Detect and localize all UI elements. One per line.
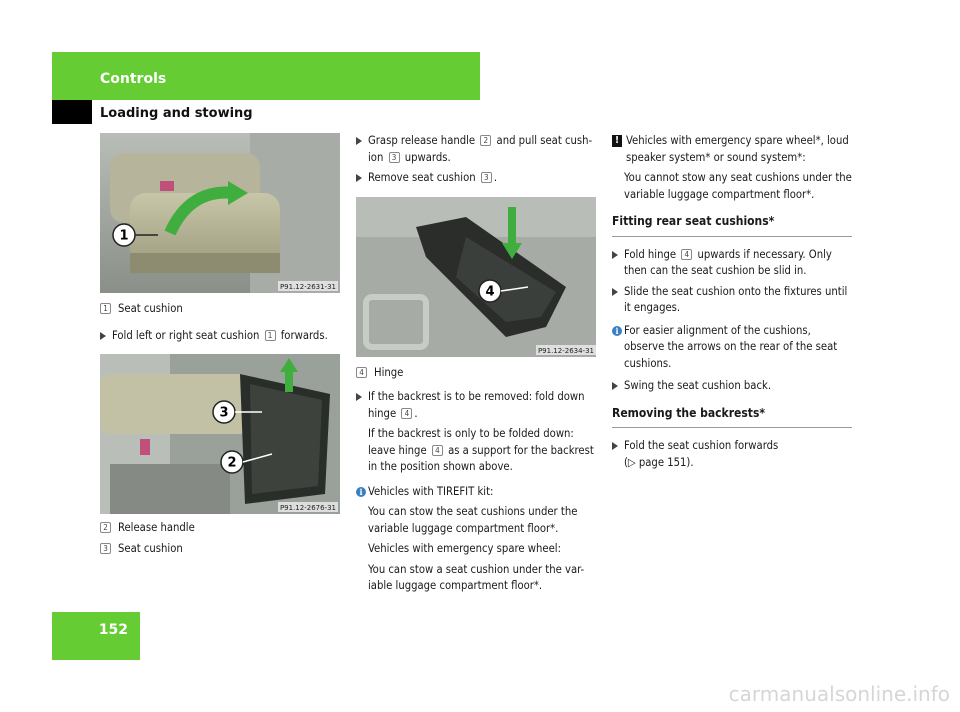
legend-2-num: 2: [100, 522, 111, 533]
step-swing-back: [612, 378, 852, 395]
photo3-callout: 4: [485, 284, 495, 299]
arrow-icon: [612, 251, 618, 259]
info-tirefit-p2: Vehicles with emergency spare wheel:: [368, 542, 561, 555]
step-fold-seat-pre: Fold left or right seat cushion: [112, 328, 260, 342]
page-reference-link[interactable]: (▷ page 151).: [624, 455, 694, 469]
photo1-code: P91.12-2631-31: [279, 283, 336, 291]
step-backrest-folded-pre: If the backrest is only to be folded down: leave hinge: [368, 427, 574, 457]
legend-2: [100, 520, 340, 537]
step-backrest-post: .: [414, 406, 418, 420]
watermark: carmanualsonline.info: [728, 682, 950, 706]
step-fold-hinge-pre: Fold hinge: [624, 247, 677, 261]
photo3-code: P91.12-2634-31: [537, 346, 594, 355]
step-remove-num: 3: [481, 172, 492, 183]
arrow-icon: [612, 382, 618, 390]
legend-3-text: Seat cushion: [118, 541, 183, 555]
page-number-box: [52, 612, 140, 660]
info-alignment: [612, 323, 852, 373]
step-backrest-removed: [356, 389, 598, 422]
info-alignment-text: For easier alignment of the cushions, observe the arrows on the rear of the seat cushions.: [624, 323, 838, 370]
legend-1-text: Seat cushion: [118, 302, 183, 315]
arrow-icon: [612, 442, 618, 450]
step-backrest-folded: [356, 426, 598, 476]
legend-4: [356, 365, 598, 382]
subsection-title: Loading and stowing: [100, 106, 253, 121]
heading-fitting-rear-seat: Fitting rear seat cushions*: [612, 213, 852, 237]
step-remove-post: .: [493, 171, 498, 184]
warning-note: [612, 133, 852, 166]
legend-3: [100, 541, 340, 558]
column-1: [100, 133, 340, 557]
arrow-icon: [356, 137, 362, 145]
photo2-callout-a: 3: [219, 405, 229, 421]
step-backrest-folded-post: as a support for the backrest in the position shown above.: [368, 443, 594, 473]
legend-2-text: Release handle: [118, 521, 195, 534]
step-grasp-num-b: 3: [389, 152, 400, 163]
step-backrest-folded-num: 4: [432, 445, 443, 456]
info-icon: i: [356, 487, 366, 497]
step-fold-seat-post: forwards.: [280, 328, 328, 342]
info-tirefit-title: Vehicles with TIREFIT kit:: [368, 484, 494, 498]
step-remove-cushion: [356, 170, 598, 187]
step-slide-cushion-text: Slide the seat cushion onto the fixtures until it engages.: [624, 284, 848, 314]
column-3: [612, 133, 852, 471]
page-number: 152: [98, 622, 128, 638]
step-fold-seat: [100, 328, 340, 345]
legend-3-num: 3: [100, 543, 111, 554]
photo-hinge-illustration: [356, 197, 596, 357]
arrow-icon: [100, 332, 106, 340]
info-icon: i: [612, 326, 622, 336]
step-fold-forwards-line1: Fold the seat cushion forwards: [624, 439, 779, 452]
section-tab: [52, 100, 92, 124]
heading-removing-backrests: Removing the backrests*: [612, 405, 852, 429]
photo-hinge: [356, 197, 596, 357]
warning-line-1: Vehicles with emergency spare wheel*, loud speaker system* or sound system*:: [626, 134, 849, 164]
step-grasp-mid: and pull seat cush-ion: [368, 134, 593, 164]
step-grasp-post: upwards.: [404, 150, 451, 164]
step-fold-seat-num: 1: [265, 330, 276, 341]
photo-seat-cushion-illustration: [100, 133, 340, 293]
arrow-icon: [612, 288, 618, 296]
section-title: Controls: [100, 71, 167, 87]
arrow-icon: [356, 174, 362, 182]
info-tirefit-p3: You can stow a seat cushion under the var-iable luggage compartment floor*.: [368, 562, 585, 592]
photo2-code: P91.12-2676-31: [279, 504, 336, 512]
step-fold-forwards: [612, 438, 852, 471]
warning-icon: !: [612, 135, 622, 147]
column-2: [356, 133, 598, 595]
info-tirefit-p1: You can stow the seat cushions under the variable luggage compartment floor*.: [368, 505, 578, 535]
step-fold-hinge-num: 4: [681, 249, 692, 260]
step-grasp-num-a: 2: [480, 135, 491, 146]
step-remove-pre: Remove seat cushion: [368, 171, 476, 184]
legend-4-text: Hinge: [374, 365, 404, 379]
legend-4-num: 4: [356, 367, 367, 378]
step-swing-back-text: Swing the seat cushion back.: [624, 379, 772, 392]
arrow-icon: [356, 393, 362, 401]
step-grasp-handle: [356, 133, 598, 166]
info-tirefit: [356, 484, 598, 501]
photo-seat-cushion: [100, 133, 340, 293]
step-slide-cushion: [612, 284, 852, 317]
legend-1: [100, 301, 340, 318]
photo1-callout: 1: [119, 228, 129, 244]
photo-release-handle: [100, 354, 340, 514]
step-backrest-num: 4: [401, 408, 412, 419]
photo-release-handle-illustration: [100, 354, 340, 514]
step-grasp-pre: Grasp release handle: [368, 134, 476, 147]
step-fold-hinge-post: upwards if necessary. Only then can the seat cushion be slid in.: [624, 247, 832, 277]
legend-1-num: 1: [100, 303, 111, 314]
step-fold-hinge: [612, 247, 852, 280]
warning-line-2: You cannot stow any seat cushions under the variable luggage compartment floor*.: [624, 171, 852, 201]
section-header-bar: [52, 52, 480, 100]
photo2-callout-b: 2: [227, 455, 237, 471]
step-backrest-pre: If the backrest is to be removed: fold down hinge: [368, 390, 585, 420]
